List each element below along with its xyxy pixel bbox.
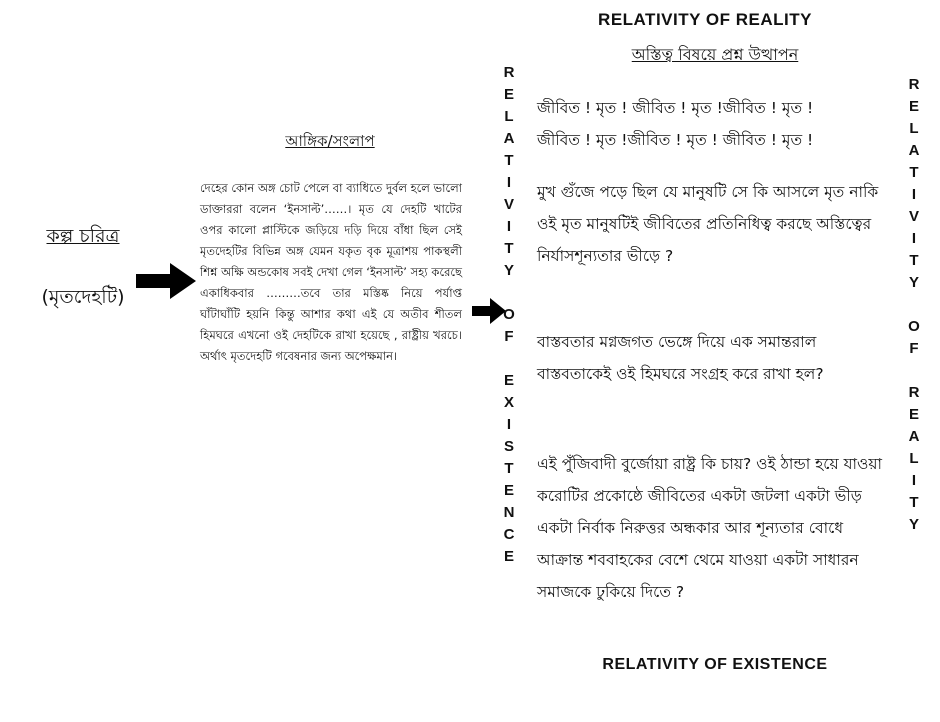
vertical-right-letter: L <box>909 120 919 137</box>
vertical-right-letter: I <box>911 186 917 203</box>
vertical-left-letter: R <box>503 64 515 81</box>
vertical-right-letter: Y <box>908 274 919 291</box>
vertical-left-letter <box>498 282 520 304</box>
vertical-left-letter: S <box>503 438 514 455</box>
character-subject: (মৃতদেহটি) <box>41 286 125 308</box>
vertical-left-letter: N <box>503 504 515 521</box>
vertical-right-letter: L <box>909 450 919 467</box>
poem-stanza-2-text: বাস্তবতার মগ্নজগত ভেঙ্গে দিয়ে এক সমান্তরাল বাস্তবতাকেই ওই হিমঘরে সংগ্রহ করে রাখা হল? <box>537 333 824 383</box>
vertical-left-letter: E <box>503 372 514 389</box>
vertical-right-letter: T <box>909 252 919 269</box>
arrow-1 <box>136 263 196 299</box>
vertical-right-letter: I <box>911 472 917 489</box>
poem-stanza-3 <box>537 448 887 608</box>
vertical-right-letter: T <box>909 494 919 511</box>
vertical-right-letter: I <box>911 230 917 247</box>
vertical-left-letter: E <box>503 482 514 499</box>
vertical-text-left <box>498 62 520 568</box>
vertical-right-letter: V <box>908 208 919 225</box>
vertical-left-letter: F <box>504 328 514 345</box>
vertical-left-letter: T <box>504 460 514 477</box>
poem-stanza-1 <box>537 176 887 272</box>
vertical-left-letter: T <box>504 240 514 257</box>
vertical-left-letter: A <box>503 130 515 147</box>
vertical-left-letter: C <box>503 526 515 543</box>
poem-stanza-2 <box>537 326 887 390</box>
vertical-right-letter: F <box>909 340 919 357</box>
form-dialogue-text <box>200 178 462 367</box>
vertical-right-letter: E <box>908 98 919 115</box>
diagram-title: RELATIVITY OF REALITY <box>598 10 812 29</box>
vertical-right-letter: T <box>909 164 919 181</box>
poem-stanza-1-text: মুখ গুঁজে পড়ে ছিল যে মানুষটি সে কি আসলে মৃত নাকি ওই মৃত মানুষটিই জীবিতের প্রতিনিধিত্ব করছে অস্তিত্বের নির্যাসশূন্যতার ভীড়ে ? <box>537 183 879 265</box>
vertical-left-letter: X <box>503 394 514 411</box>
diagram-subtitle: অস্তিত্ব বিষয়ে প্রশ্ন উত্থাপন <box>631 45 799 64</box>
vertical-right-letter: A <box>908 428 920 445</box>
poem-refrain <box>537 92 887 156</box>
vertical-left-letter: O <box>503 306 515 323</box>
vertical-right-letter: Y <box>908 516 919 533</box>
diagram-footer: RELATIVITY OF EXISTENCE <box>602 656 828 673</box>
vertical-left-letter: Y <box>503 262 514 279</box>
vertical-right-letter: A <box>908 142 920 159</box>
vertical-text-right <box>903 74 925 536</box>
vertical-left-letter <box>498 348 520 370</box>
vertical-left-letter: I <box>506 218 512 235</box>
vertical-right-letter: R <box>908 76 920 93</box>
vertical-right-letter <box>903 294 925 316</box>
form-dialogue-paragraph: দেহের কোন অঙ্গ চোট পেলে বা ব্যাধিতে দুর্বল হলে ভালো ডাক্তাররা বলেন ‘ইনসাল্ট’……। মৃত যে দেহটি খাটের ওপর কালো প্লাস্টিকে জড়িয়ে দড়ি দিয়ে বাঁধা ছিল সেই মৃতদেহটির বিভিন্ন অঙ্গ যেমন যকৃত বৃক মূত্রাশয় পাকস্থলী শিশ্ন অক্ষি অন্ডকোষ সবই দেখা গেল ‘ইনসাল্ট’ সহ্য করেছে একাধিকবার ………তবে তার মস্তিষ্ক নিয়ে পর্যাপ্ত ঘাঁটাঘাঁটি হয়নি কিন্তু আশার কথা এই যে অতীব শীতল হিমঘরে এখনো ওই দেহটিকে রাখা হয়েছে , রাষ্ট্রীয় খরচে। অর্থাৎ মৃতদেহটি গবেষনার জন্য অপেক্ষমান। <box>200 181 462 363</box>
character-label: কল্প চরিত্র <box>46 225 120 247</box>
vertical-left-letter: E <box>503 86 514 103</box>
vertical-left-letter: I <box>506 174 512 191</box>
form-dialogue-heading: আঙ্গিক/সংলাপ <box>285 132 375 150</box>
vertical-left-letter: L <box>504 108 514 125</box>
vertical-right-letter: R <box>908 384 920 401</box>
vertical-left-letter: I <box>506 416 512 433</box>
poem-stanza-3-text: এই পুঁজিবাদী বুর্জোয়া রাষ্ট্র কি চায়? ওই ঠান্ডা হয়ে যাওয়া করোটির প্রকোষ্ঠে জীবিতের একটা জটলা একটা ভীড় একটা নির্বাক নিরুত্তর অন্ধকার আর শূন্যতার বোধে আক্রান্ত শববাহকের বেশে থেমে যাওয়া একটা সাধারন সমাজকে ঢুকিয়ে দিতে ? <box>537 455 883 601</box>
vertical-right-letter: E <box>908 406 919 423</box>
vertical-left-letter: T <box>504 152 514 169</box>
vertical-right-letter: O <box>908 318 920 335</box>
poem-line-2: জীবিত ! মৃত !জীবিত ! মৃত ! জীবিত ! মৃত ! <box>537 131 814 149</box>
vertical-left-letter: E <box>503 548 514 565</box>
vertical-left-letter: V <box>503 196 514 213</box>
vertical-right-letter <box>903 360 925 382</box>
poem-line-1: জীবিত ! মৃত ! জীবিত ! মৃত !জীবিত ! মৃত ! <box>537 99 814 117</box>
